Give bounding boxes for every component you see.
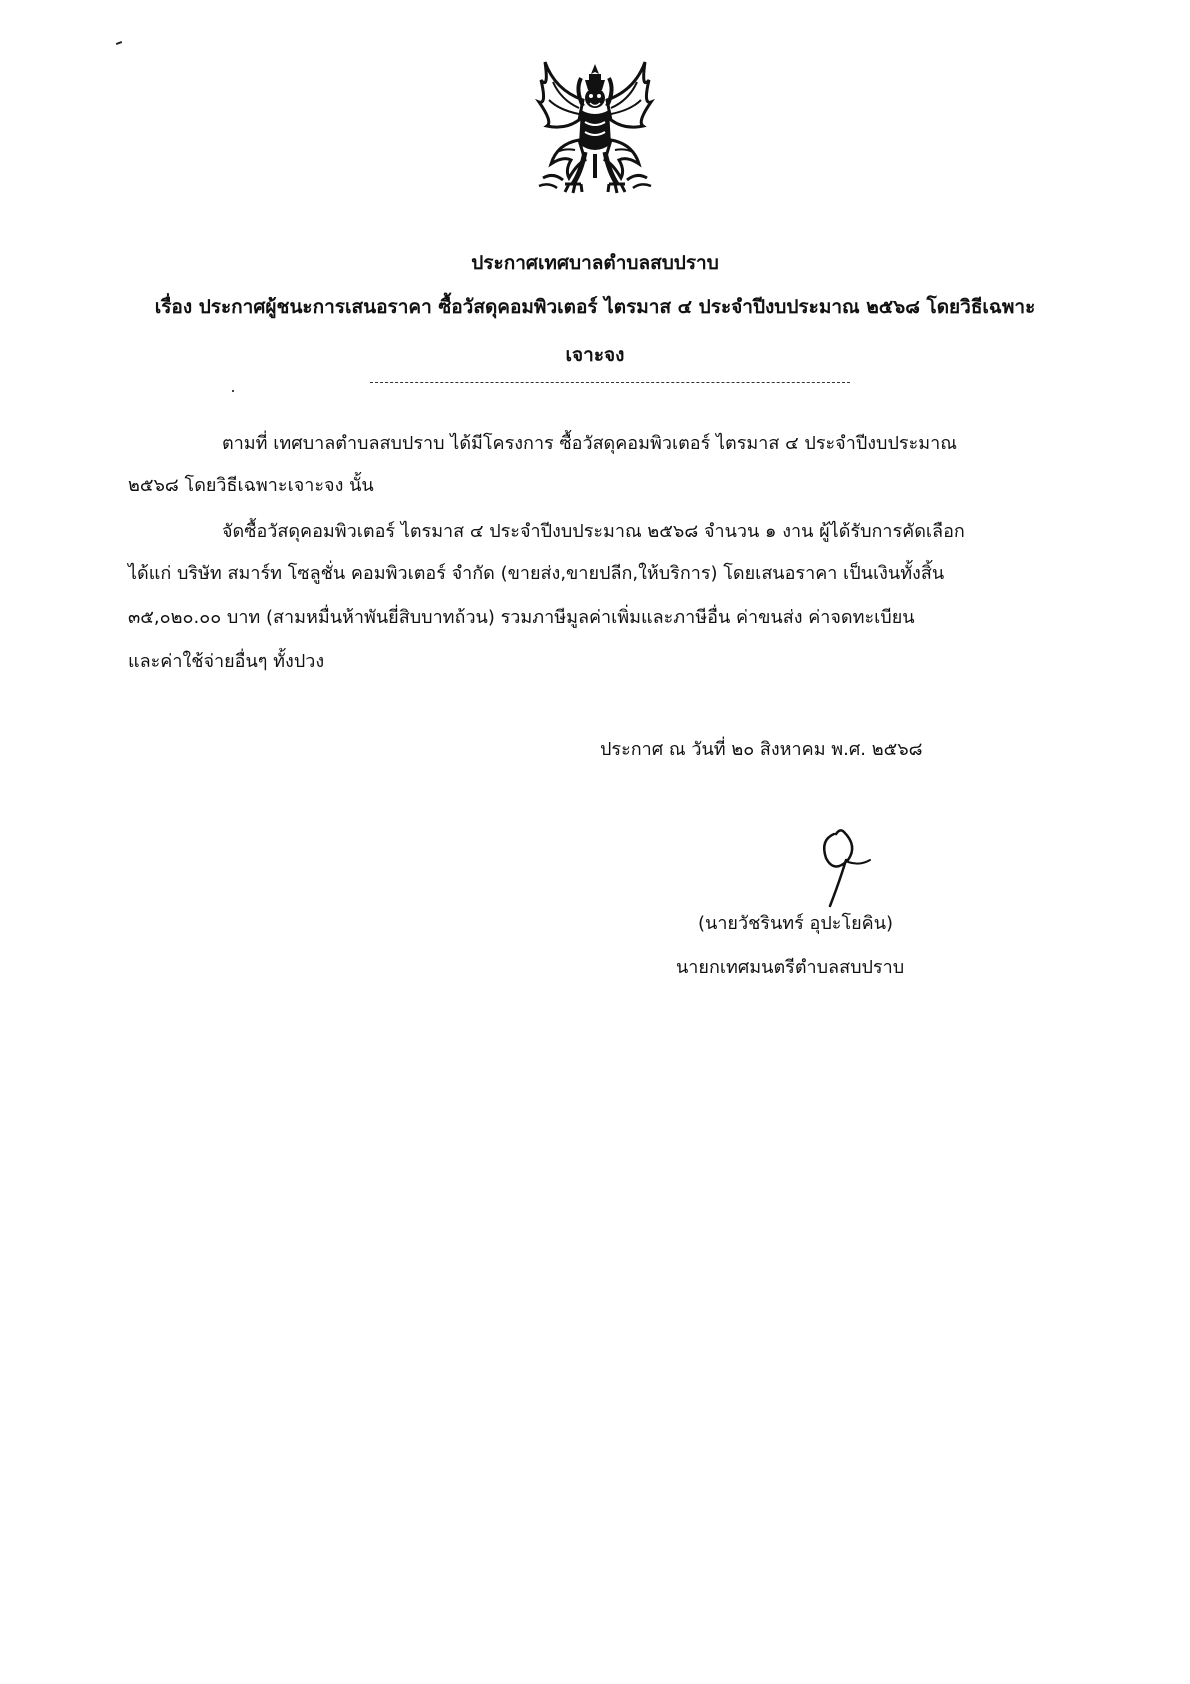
paragraph-2-line: จัดซื้อวัสดุคอมพิวเตอร์ ไตรมาส ๔ ประจำปีงบประมาณ ๒๕๖๘ จำนวน ๑ งาน ผู้ได้รับการคัดเลือก	[222, 521, 965, 542]
subject-line-continued: เจาะจง	[565, 344, 625, 366]
paragraph-2-line: ได้แก่ บริษัท สมาร์ท โซลูชั่น คอมพิวเตอร์ จำกัด (ขายส่ง,ขายปลีก,ให้บริการ) โดยเสนอราคา เป็นเงินทั้งสิ้น	[128, 563, 945, 584]
announcement-title: ประกาศเทศบาลตำบลสบปราบ	[471, 252, 719, 274]
paragraph-2-line: ๓๕,๐๒๐.๐๐ บาท (สามหมื่นห้าพันยี่สิบบาทถ้วน) รวมภาษีมูลค่าเพิ่มและภาษีอื่น ค่าขนส่ง ค่าจดทะเบียน	[128, 607, 915, 628]
dashed-divider	[370, 382, 850, 383]
subject-line: เรื่อง ประกาศผู้ชนะการเสนอราคา ซื้อวัสดุคอมพิวเตอร์ ไตรมาส ๔ ประจำปีงบประมาณ ๒๕๖๘ โดยวิธีเฉพาะ	[154, 296, 1036, 318]
announcement-date: ประกาศ ณ วันที่ ๒๐ สิงหาคม พ.ศ. ๒๕๖๘	[600, 739, 923, 760]
paragraph-1-line: ๒๕๖๘ โดยวิธีเฉพาะเจาะจง นั้น	[128, 475, 374, 496]
paragraph-2-line: และค่าใช้จ่ายอื่นๆ ทั้งปวง	[128, 651, 325, 672]
signer-name: (นายวัชรินทร์ อุปะโยคิน)	[698, 913, 894, 934]
signer-position: นายกเทศมนตรีตำบลสบปราบ	[676, 957, 905, 978]
paragraph-1-line: ตามที่ เทศบาลตำบลสบปราบ ได้มีโครงการ ซื้อวัสดุคอมพิวเตอร์ ไตรมาส ๔ ประจำปีงบประมาณ	[222, 433, 957, 454]
scan-speck	[116, 41, 122, 45]
handwritten-signature-icon	[800, 820, 880, 910]
scan-speck	[232, 390, 234, 392]
garuda-emblem-icon	[535, 60, 655, 210]
